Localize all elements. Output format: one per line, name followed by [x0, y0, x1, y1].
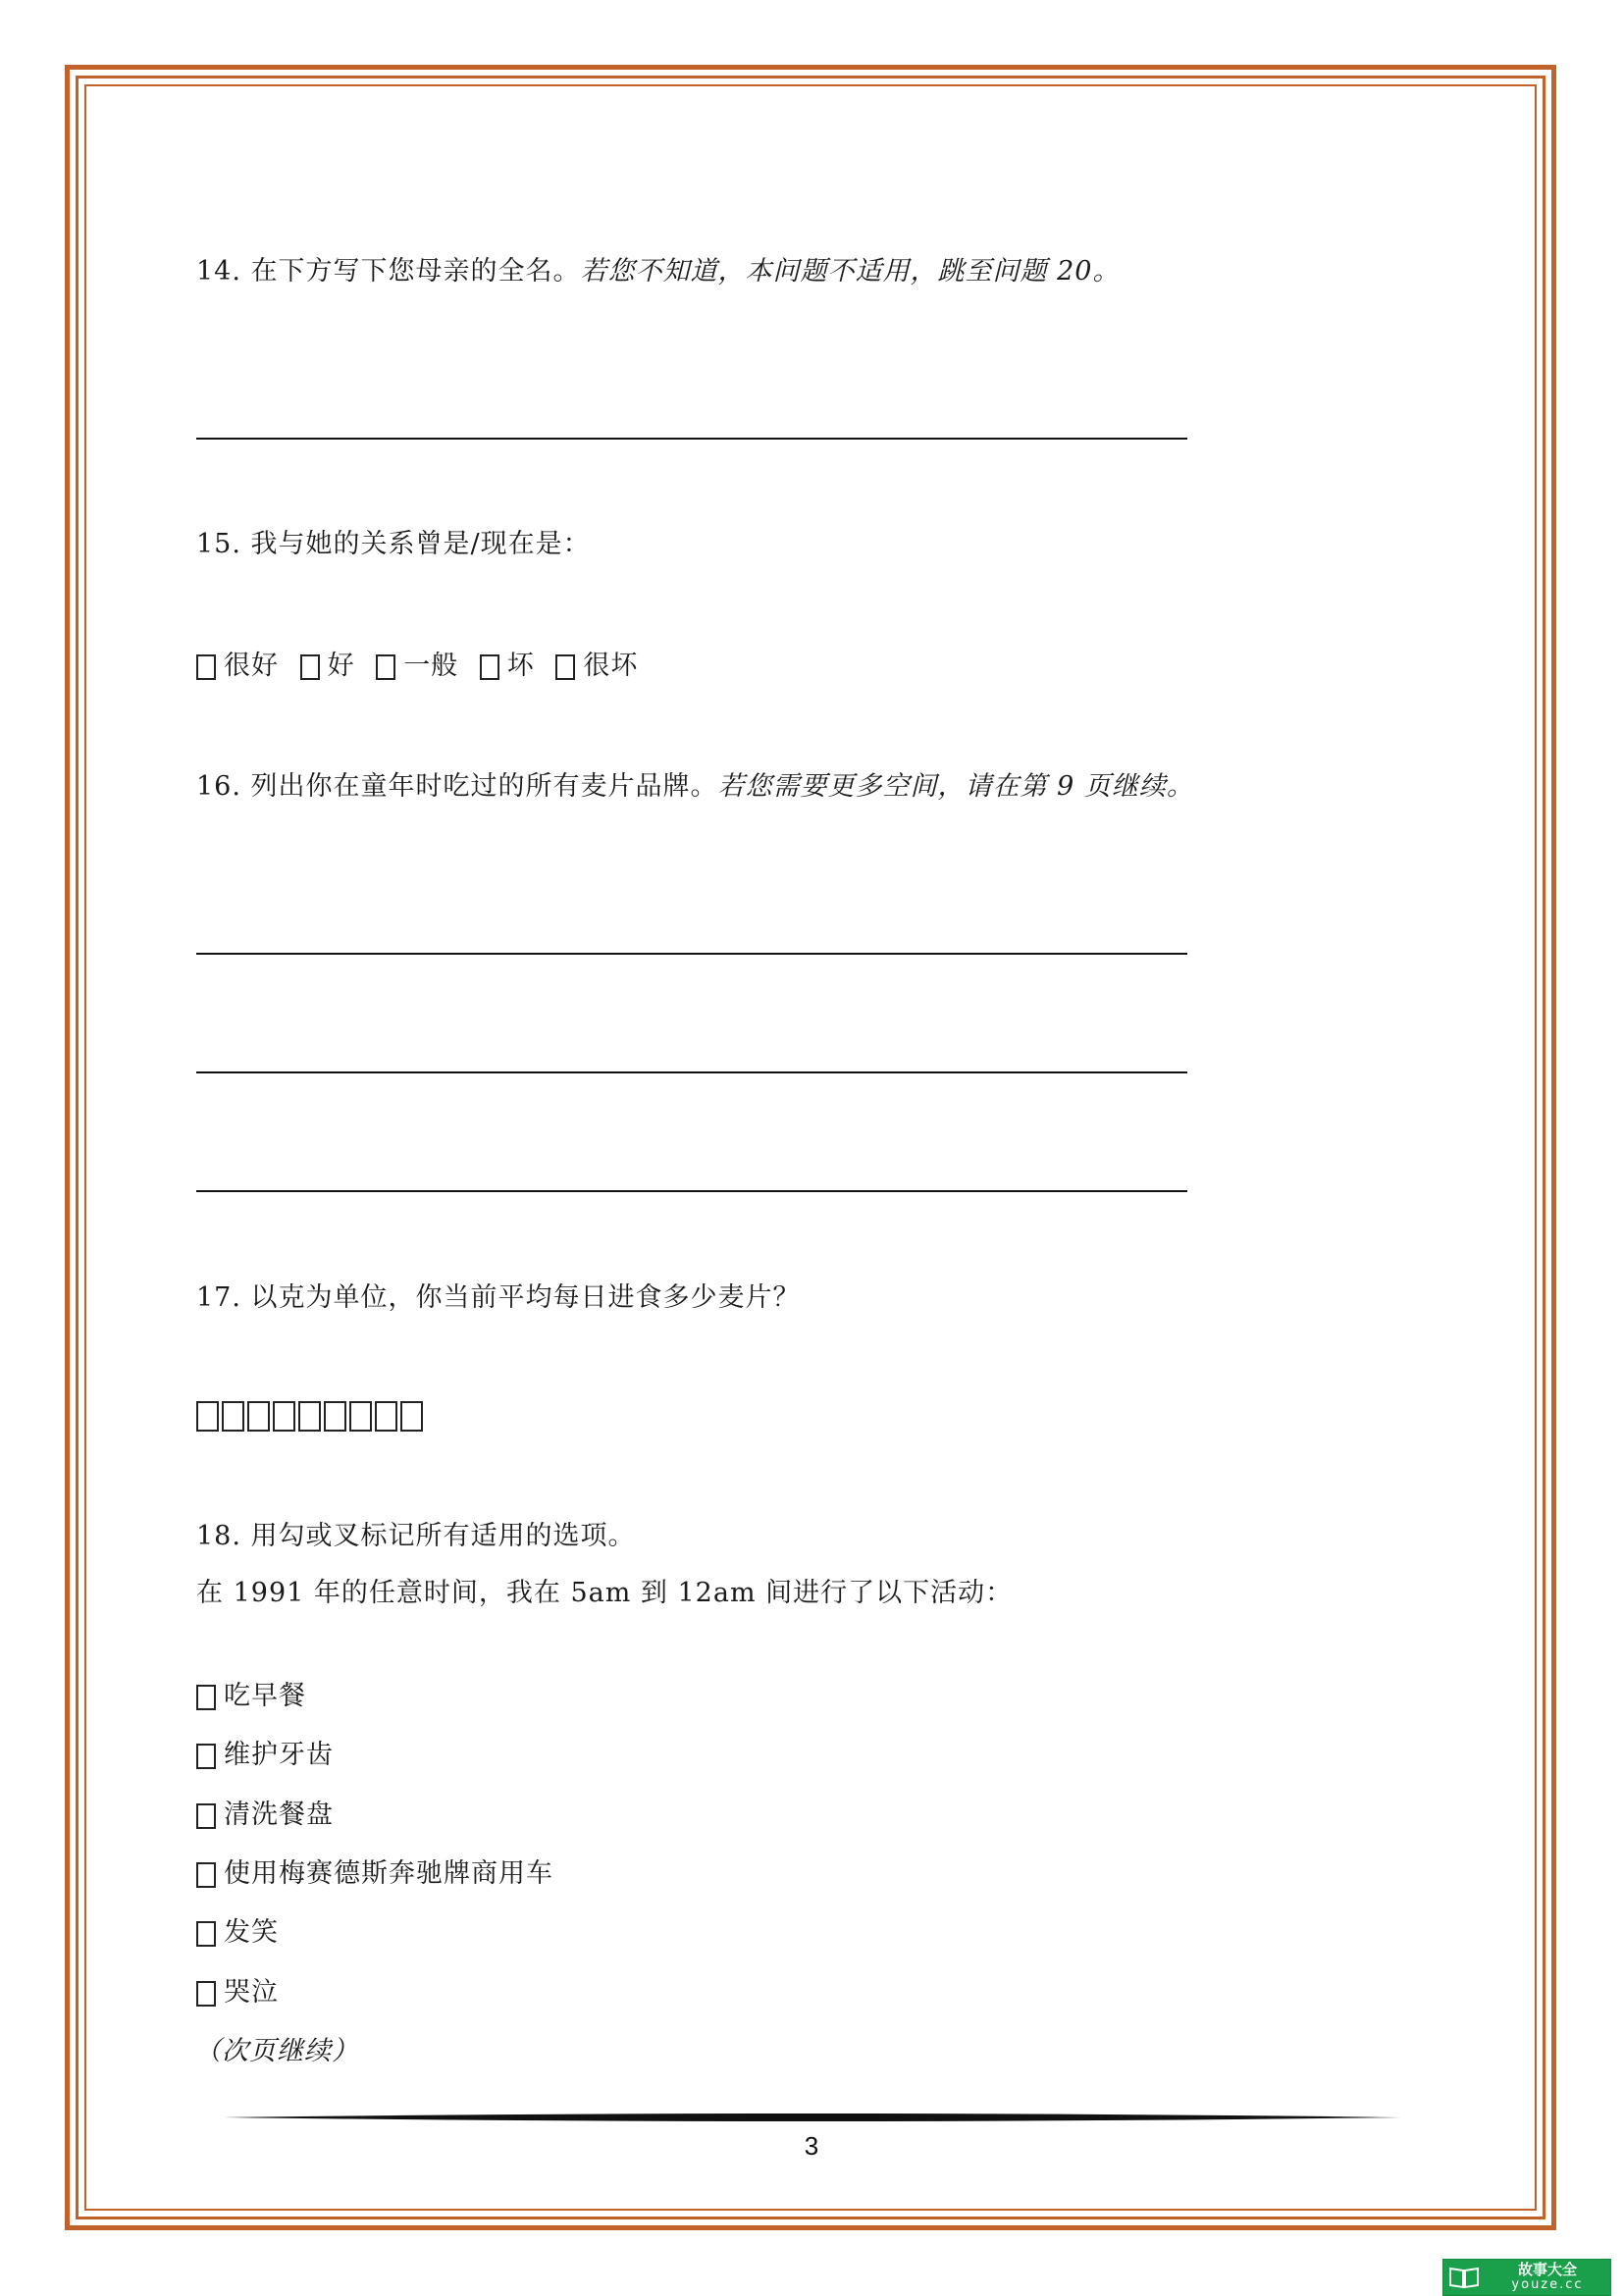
- checkbox[interactable]: [196, 1921, 216, 1947]
- question-16-note: 若您需要更多空间，请在第 9 页继续。: [717, 771, 1194, 802]
- question-18-subtext: 在 1991 年的任意时间，我在 5am 到 12am 间进行了以下活动：: [196, 1578, 1014, 1608]
- activity-option-label: 使用梅赛德斯奔驰牌商用车: [224, 1858, 553, 1889]
- watermark-url: youze.cc: [1511, 2277, 1584, 2292]
- rating-option[interactable]: [555, 650, 638, 683]
- question-16: [196, 770, 1194, 804]
- activity-option[interactable]: [196, 1976, 279, 2009]
- rating-option-label: 坏: [506, 651, 535, 681]
- activity-option-label: 清洗餐盘: [224, 1800, 334, 1830]
- answer-line-q16-2[interactable]: [196, 1071, 1187, 1073]
- question-15-text: 15. 我与她的关系曾是/现在是：: [196, 529, 591, 559]
- answer-line-q16-1[interactable]: [196, 953, 1187, 955]
- rating-option-label: 很好: [224, 651, 279, 681]
- digit-box[interactable]: [375, 1401, 397, 1432]
- activity-option[interactable]: [196, 1799, 334, 1832]
- relationship-rating: [196, 650, 650, 683]
- digit-box[interactable]: [273, 1401, 295, 1432]
- activity-option-label: 发笑: [224, 1917, 279, 1948]
- gram-digit-boxes: [196, 1401, 426, 1435]
- checkbox[interactable]: [196, 654, 216, 680]
- rating-option-label: 很坏: [583, 651, 639, 681]
- book-icon: [1443, 2260, 1485, 2295]
- watermark-title: 故事大全: [1517, 2261, 1577, 2278]
- checkbox[interactable]: [196, 1685, 216, 1710]
- digit-box[interactable]: [349, 1401, 372, 1432]
- page-border-inner: [84, 84, 1537, 2211]
- activity-option[interactable]: [196, 1857, 553, 1891]
- checkbox[interactable]: [555, 654, 575, 680]
- rating-option-label: 好: [327, 651, 355, 681]
- question-14-note: 若您不知道，本问题不适用，跳至问题 20。: [580, 256, 1121, 287]
- rating-option[interactable]: [376, 650, 458, 683]
- answer-line-q16-3[interactable]: [196, 1190, 1187, 1192]
- question-18-text: 18. 用勾或叉标记所有适用的选项。: [196, 1521, 636, 1551]
- continued-note: （次页继续）: [194, 2036, 359, 2066]
- activity-option[interactable]: [196, 1739, 334, 1772]
- activity-option[interactable]: [196, 1916, 279, 1950]
- page-number: 3: [804, 2131, 819, 2161]
- rating-option[interactable]: [300, 650, 355, 683]
- checkbox[interactable]: [376, 654, 395, 680]
- rating-option[interactable]: [480, 650, 535, 683]
- question-14-text: 14. 在下方写下您母亲的全名。: [196, 256, 581, 287]
- digit-box[interactable]: [222, 1401, 244, 1432]
- digit-box[interactable]: [247, 1401, 270, 1432]
- checkbox[interactable]: [480, 654, 499, 680]
- activity-option-label: 吃早餐: [224, 1681, 306, 1711]
- activity-option-label: 维护牙齿: [224, 1740, 334, 1770]
- checkbox[interactable]: [196, 1803, 216, 1829]
- activity-option-label: 哭泣: [224, 1977, 279, 2008]
- footer-divider: [224, 2112, 1401, 2123]
- question-14: [196, 255, 1120, 288]
- checkbox[interactable]: [300, 654, 320, 680]
- question-17-text: 17. 以克为单位，你当前平均每日进食多少麦片？: [196, 1282, 801, 1313]
- digit-box[interactable]: [196, 1401, 219, 1432]
- digit-box[interactable]: [400, 1401, 423, 1432]
- checkbox[interactable]: [196, 1862, 216, 1888]
- activity-option[interactable]: [196, 1680, 306, 1713]
- digit-box[interactable]: [298, 1401, 321, 1432]
- rating-option-label: 一般: [403, 651, 459, 681]
- checkbox[interactable]: [196, 1744, 216, 1769]
- question-16-text: 16. 列出你在童年时吃过的所有麦片品牌。: [196, 771, 718, 802]
- digit-box[interactable]: [324, 1401, 346, 1432]
- answer-line-q14[interactable]: [196, 438, 1187, 440]
- checkbox[interactable]: [196, 1981, 216, 2007]
- rating-option[interactable]: [196, 650, 279, 683]
- site-watermark: [1442, 2259, 1611, 2296]
